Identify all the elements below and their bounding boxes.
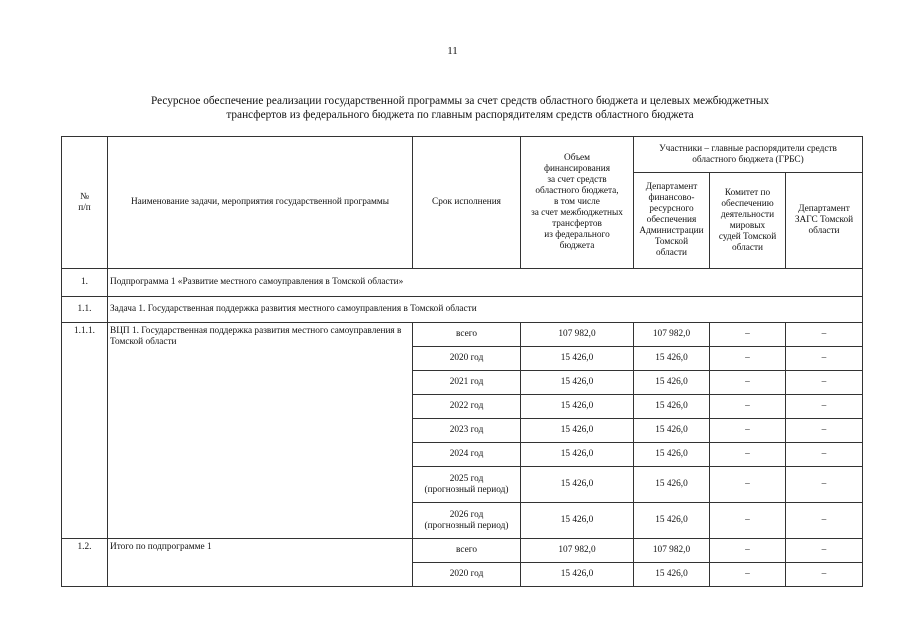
volume-cell: 15 426,0: [521, 419, 634, 443]
committee-cell: –: [710, 503, 786, 539]
term-cell: 2021 год: [413, 371, 521, 395]
volume-cell: 107 982,0: [521, 323, 634, 347]
header-term: Срок исполнения: [413, 137, 521, 269]
dept-finance-cell: 15 426,0: [634, 467, 710, 503]
committee-cell: –: [710, 371, 786, 395]
volume-cell: 15 426,0: [521, 563, 634, 587]
committee-cell: –: [710, 467, 786, 503]
subprogram-num: 1.: [62, 269, 108, 297]
header-num: № п/п: [62, 137, 108, 269]
committee-cell: –: [710, 539, 786, 563]
dept-zags-cell: –: [786, 539, 863, 563]
dept-zags-cell: –: [786, 443, 863, 467]
dept-zags-cell: –: [786, 371, 863, 395]
dept-zags-cell: –: [786, 563, 863, 587]
term-cell: 2020 год: [413, 347, 521, 371]
total-name: Итого по подпрограмме 1: [108, 539, 413, 587]
volume-cell: 107 982,0: [521, 539, 634, 563]
volume-cell: 15 426,0: [521, 347, 634, 371]
subprogram-row: [62, 269, 863, 297]
document-title-line-1: Ресурсное обеспечение реализации государственной программы за счет средств областного бюджета и целевых межбюджетных: [150, 95, 770, 107]
term-cell: 2022 год: [413, 395, 521, 419]
header-dept-finance: Департамент финансово- ресурсного обеспечения Администрации Томской области: [634, 173, 710, 269]
dept-zags-cell: –: [786, 347, 863, 371]
volume-cell: 15 426,0: [521, 443, 634, 467]
committee-cell: –: [710, 347, 786, 371]
committee-cell: –: [710, 563, 786, 587]
resource-table: [61, 136, 863, 587]
term-cell: 2025 год (прогнозный период): [413, 467, 521, 503]
term-cell: 2024 год: [413, 443, 521, 467]
dept-finance-cell: 15 426,0: [634, 443, 710, 467]
volume-cell: 15 426,0: [521, 395, 634, 419]
committee-cell: –: [710, 419, 786, 443]
table-row: [62, 323, 863, 347]
volume-cell: 15 426,0: [521, 467, 634, 503]
dept-finance-cell: 15 426,0: [634, 419, 710, 443]
header-name: Наименование задачи, мероприятия государственной программы: [108, 137, 413, 269]
vcp-name: ВЦП 1. Государственная поддержка развития местного самоуправления в Томской области: [108, 323, 413, 539]
document-title: [60, 94, 860, 122]
dept-finance-cell: 107 982,0: [634, 323, 710, 347]
term-cell: 2026 год (прогнозный период): [413, 503, 521, 539]
dept-zags-cell: –: [786, 323, 863, 347]
dept-zags-cell: –: [786, 419, 863, 443]
page-number: 11: [447, 45, 458, 57]
header-dept-zags: Департамент ЗАГС Томской области: [786, 173, 863, 269]
dept-finance-cell: 15 426,0: [634, 395, 710, 419]
header-committee: Комитет по обеспечению деятельности мировых судей Томской области: [710, 173, 786, 269]
dept-finance-cell: 15 426,0: [634, 503, 710, 539]
term-cell: 2023 год: [413, 419, 521, 443]
header-participants: Участники – главные распорядители средств областного бюджета (ГРБС): [634, 137, 863, 173]
dept-zags-cell: –: [786, 467, 863, 503]
term-cell: всего: [413, 539, 521, 563]
header-volume: Объем финансирования за счет средств областного бюджета, в том числе за счет межбюджетных трансфертов из федерального бюджета: [521, 137, 634, 269]
volume-cell: 15 426,0: [521, 371, 634, 395]
document-title-line-2: трансфертов из федерального бюджета по главным распорядителям средств областного бюджета: [226, 109, 694, 121]
subprogram-text: Подпрограмма 1 «Развитие местного самоуправления в Томской области»: [108, 269, 863, 297]
dept-finance-cell: 107 982,0: [634, 539, 710, 563]
dept-zags-cell: –: [786, 503, 863, 539]
committee-cell: –: [710, 323, 786, 347]
committee-cell: –: [710, 443, 786, 467]
dept-finance-cell: 15 426,0: [634, 347, 710, 371]
term-cell: всего: [413, 323, 521, 347]
vcp-num: 1.1.1.: [62, 323, 108, 539]
dept-finance-cell: 15 426,0: [634, 563, 710, 587]
dept-zags-cell: –: [786, 395, 863, 419]
dept-finance-cell: 15 426,0: [634, 371, 710, 395]
committee-cell: –: [710, 395, 786, 419]
volume-cell: 15 426,0: [521, 503, 634, 539]
term-cell: 2020 год: [413, 563, 521, 587]
table-row: [62, 539, 863, 563]
total-num: 1.2.: [62, 539, 108, 587]
task-row: [62, 297, 863, 323]
task-num: 1.1.: [62, 297, 108, 323]
task-text: Задача 1. Государственная поддержка развития местного самоуправления в Томской области: [108, 297, 863, 323]
